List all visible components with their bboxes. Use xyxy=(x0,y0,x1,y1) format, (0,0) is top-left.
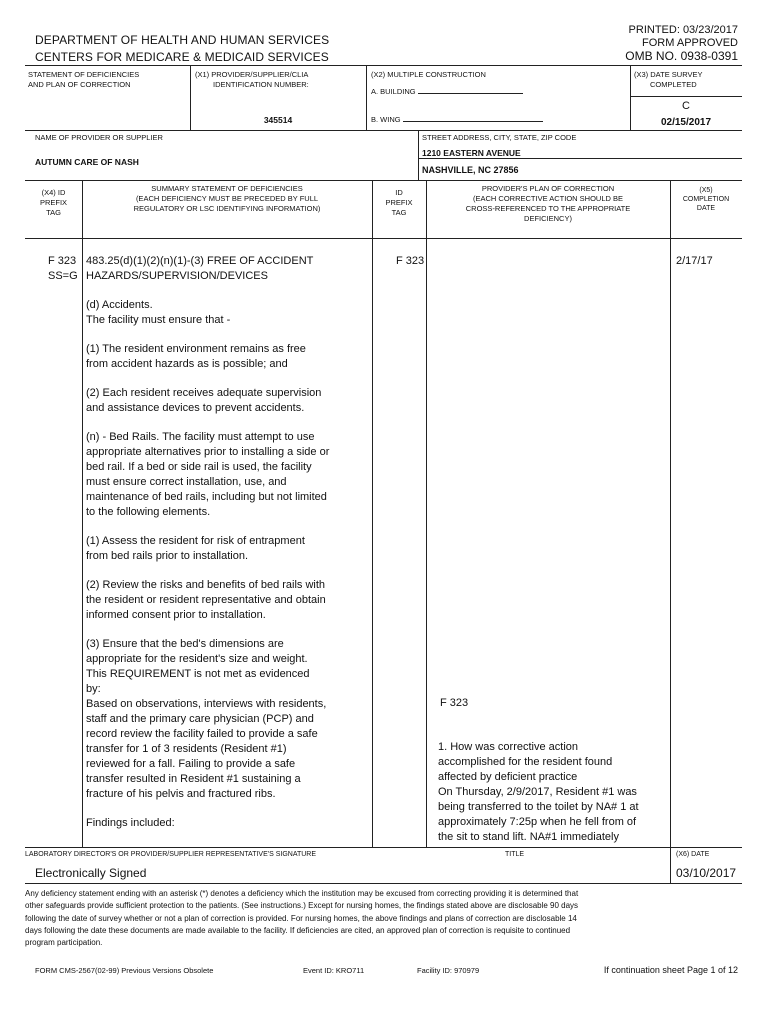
signature-value: Electronically Signed xyxy=(35,866,147,880)
x3-label-1: (X3) DATE SURVEY xyxy=(634,70,703,79)
id-header: ID PREFIX TAG xyxy=(385,188,413,217)
statement-label-2: AND PLAN OF CORRECTION xyxy=(28,80,131,89)
summary-paragraph: (d) Accidents. The facility must ensure that - xyxy=(86,299,231,326)
rule xyxy=(670,180,671,847)
statement-label-1: STATEMENT OF DEFICIENCIES xyxy=(28,70,140,79)
summary-paragraph: (2) Each resident receives adequate supervision and assistance devices to prevent accidents. xyxy=(86,387,322,414)
rule xyxy=(25,883,742,884)
omb-number: OMB NO. 0938-0391 xyxy=(625,49,738,63)
completion-date: 2/17/17 xyxy=(676,255,713,267)
printed-date: PRINTED: 03/23/2017 xyxy=(628,24,738,36)
wing-line xyxy=(403,114,543,122)
x4-header: (X4) ID PREFIX TAG xyxy=(39,188,68,217)
summary-paragraph: (3) Ensure that the bed's dimensions are appropriate for the resident's size and weight. This REQUIREMENT is not met as evidenced by: Based on observations, interviews with residents, staff and the primary care physician (PCP) and record review the facility failed to provide a safe transfer for 1 of 3 residents (Resident #1) reviewed for a fall. Failing to provide a safe transfer resulted in Resident #1 sustaining a fracture of his pelvis and fractured ribs. xyxy=(86,638,327,800)
rule xyxy=(25,847,742,848)
department-name: DEPARTMENT OF HEALTH AND HUMAN SERVICES xyxy=(35,33,330,47)
building-line xyxy=(418,86,523,94)
street-address: 1210 EASTERN AVENUE xyxy=(422,148,521,158)
continuation-page: If continuation sheet Page 1 of 12 xyxy=(603,965,738,975)
plan-header: PROVIDER'S PLAN OF CORRECTION (EACH CORRECTIVE ACTION SHOULD BE CROSS-REFERENCED TO THE APPROPRIATE DEFICIENCY) xyxy=(465,184,631,223)
entry-scope-severity: SS=G xyxy=(48,270,78,282)
rule xyxy=(25,130,742,131)
plan-text: 1. How was corrective action accomplished for the resident found affected by deficient practice On Thursday, 2/9/2017, Resident #1 was being transferred to the toilet by NA# 1 at approximately 7:25p when he fell from of the sit to stand lift. NA#1 immediately xyxy=(438,741,639,843)
summary-paragraph: (n) - Bed Rails. The facility must attempt to use appropriate alternatives prior to installing a side or bed rail. If a bed or side rail is used, the facility must ensure correct installation, use, and maintenance of bed rails, including but not limited to the following elements. xyxy=(86,431,330,518)
provider-name-label: NAME OF PROVIDER OR SUPPLIER xyxy=(35,133,163,142)
summary-paragraph: (1) Assess the resident for risk of entrapment from bed rails prior to installation. xyxy=(86,535,305,562)
agency-name: CENTERS FOR MEDICARE & MEDICAID SERVICES xyxy=(35,50,329,64)
wing-label: B. WING xyxy=(371,114,543,125)
building-label: A. BUILDING xyxy=(371,86,523,97)
rule xyxy=(670,847,671,883)
rule xyxy=(418,130,419,180)
survey-date: 02/15/2017 xyxy=(660,117,712,128)
city-state-zip: NASHVILLE, NC 27856 xyxy=(422,165,519,175)
form-approved: FORM APPROVED xyxy=(642,37,738,49)
rule xyxy=(366,65,367,130)
event-id: Event ID: KRO711 xyxy=(303,966,365,975)
summary-paragraph: 483.25(d)(1)(2)(n)(1)-(3) FREE OF ACCIDENT HAZARDS/SUPERVISION/DEVICES xyxy=(86,255,314,282)
entry-tag: F 323 xyxy=(48,255,77,267)
summary-paragraph: (2) Review the risks and benefits of bed rails with the resident or resident representative and obtain informed consent prior to installation. xyxy=(86,579,326,621)
plan-tag: F 323 xyxy=(440,697,469,709)
rule xyxy=(630,96,742,97)
rule xyxy=(82,180,83,847)
x5-header: (X5) COMPLETION DATE xyxy=(682,187,730,212)
x1-label-1: (X1) PROVIDER/SUPPLIER/CLIA xyxy=(195,70,309,79)
street-label: STREET ADDRESS, CITY, STATE, ZIP CODE xyxy=(422,133,577,142)
summary-header: SUMMARY STATEMENT OF DEFICIENCIES (EACH DEFICIENCY MUST BE PRECEDED BY FULL REGULATORY OR LSC IDENTIFYING INFORMATION) xyxy=(133,184,321,213)
summary-statement xyxy=(86,254,370,845)
summary-paragraph: Findings included: xyxy=(86,817,175,829)
form-number: FORM CMS-2567(02-99) Previous Versions Obsolete xyxy=(35,966,214,975)
facility-id: Facility ID: 970979 xyxy=(417,966,480,975)
provider-name: AUTUMN CARE OF NASH xyxy=(35,157,139,167)
rule xyxy=(25,238,742,239)
survey-letter: C xyxy=(682,100,690,112)
x3-label-2: COMPLETED xyxy=(650,80,697,89)
x2-label: (X2) MULTIPLE CONSTRUCTION xyxy=(371,70,486,79)
signature-label: LABORATORY DIRECTOR'S OR PROVIDER/SUPPLIER REPRESENTATIVE'S SIGNATURE xyxy=(25,851,317,858)
signature-date: 03/10/2017 xyxy=(676,866,737,880)
provider-number: 345514 xyxy=(263,115,293,125)
disclaimer: Any deficiency statement ending with an asterisk (*) denotes a deficiency which the institution may be excused from correcting providing it is determined that other safeguards provide sufficient protection to the patients. (See instructions.) Except for nursing homes, the findings stated above are disclosable 90 days following the date of survey whether or not a plan of correction is provided. For nursing homes, the above findings and plans of correction are disclosable 14 days following the date these documents are made available to the facility. If deficiencies are cited, an approved plan of correction is requisite to continued program participation. xyxy=(25,889,579,948)
summary-paragraph: (1) The resident environment remains as free from accident hazards as is possible; and xyxy=(86,343,306,370)
rule xyxy=(25,180,742,181)
rule xyxy=(25,65,742,66)
rule xyxy=(418,158,742,159)
rule xyxy=(372,180,373,847)
title-label: TITLE xyxy=(505,851,525,858)
date-label: (X6) DATE xyxy=(676,851,710,858)
x1-label-2: IDENTIFICATION NUMBER: xyxy=(213,80,309,89)
entry-id-tag: F 323 xyxy=(396,255,425,267)
rule xyxy=(426,180,427,847)
